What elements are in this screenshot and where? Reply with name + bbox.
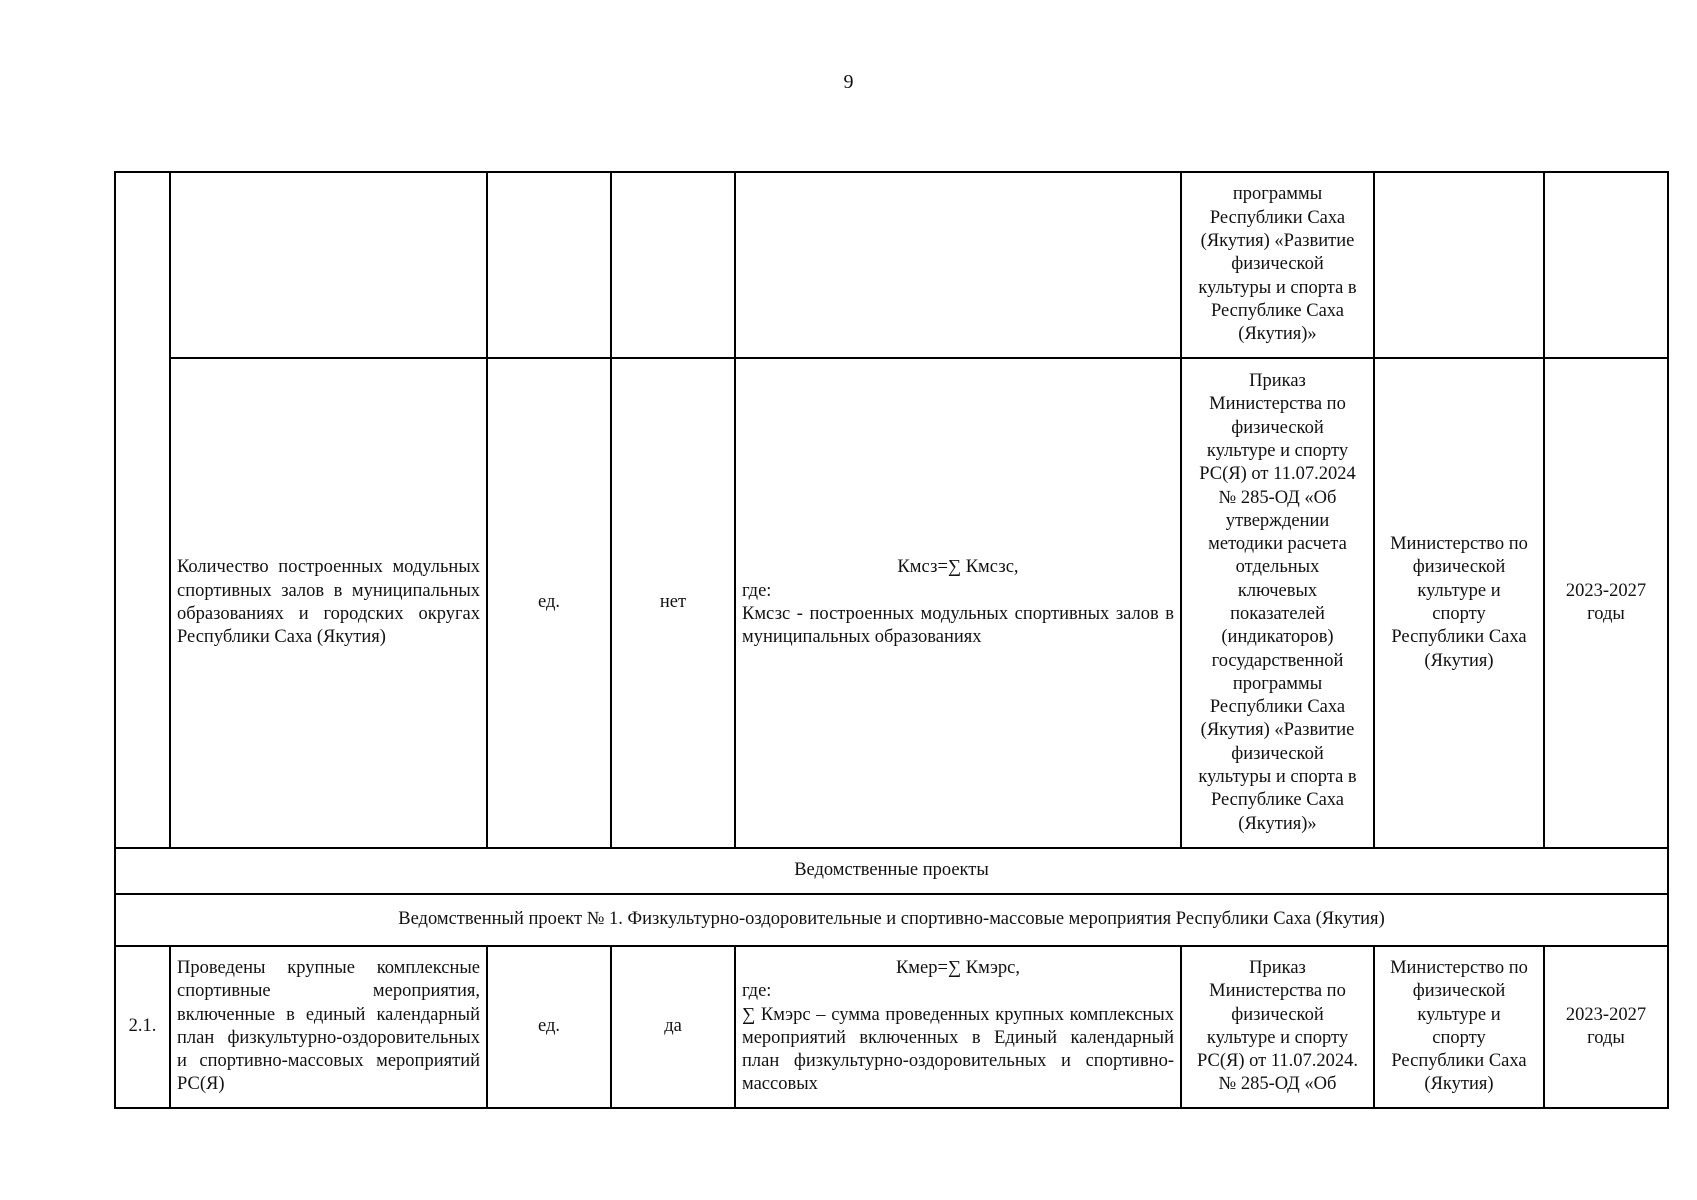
indicator-name: Количество построенных модульных спортивных залов в муниципальных образованиях и городских округах Республики Саха (Якутия) <box>170 358 487 848</box>
cell-num-merged <box>115 172 170 848</box>
table-row-modular-gyms <box>115 358 1668 848</box>
row-number: 2.1. <box>115 946 170 1108</box>
responsible-body: Министерство по физической культуре и спорту Республики Саха (Якутия) <box>1374 358 1544 848</box>
cell-unit <box>487 172 611 358</box>
unit-value: ед. <box>487 358 611 848</box>
responsible-body: Министерство по физической культуре и спорту Республики Саха (Якутия) <box>1374 946 1544 1108</box>
table-row-events <box>115 946 1668 1108</box>
project-title: Ведомственный проект № 1. Физкультурно-оздоровительные и спортивно-массовые мероприятия Республики Саха (Якутия) <box>115 894 1668 946</box>
formula-explanation: Кмсзс - построенных модульных спортивных залов в муниципальных образованиях <box>742 604 1174 648</box>
flag-value: нет <box>611 358 735 848</box>
formula: Кмсз=∑ Кмсзс, <box>897 557 1019 578</box>
indicator-name: Проведены крупные комплексные спортивные мероприятия, включенные в единый календарный план физкультурно-оздоровительных и спортивно-массовых мероприятий РС(Я) <box>170 946 487 1108</box>
table-row-project <box>115 894 1668 946</box>
cell-period <box>1544 172 1668 358</box>
cell-formula <box>735 172 1181 358</box>
page-number: 9 <box>843 71 854 93</box>
cell-name <box>170 172 487 358</box>
cell-flag <box>611 172 735 358</box>
formula-where: где: <box>742 981 772 1002</box>
cell-source: программы Республики Саха (Якутия) «Развитие физической культуры и спорта в Республике Саха (Якутия)» <box>1181 172 1374 358</box>
formula-explanation: ∑ Кмэрс – сумма проведенных крупных комплексных мероприятий включенных в Единый календарный план физкультурно-оздоровительных и спортивно-массовых <box>742 1004 1174 1095</box>
table-row-continuation <box>115 172 1668 358</box>
cell-responsible <box>1374 172 1544 358</box>
indicators-table <box>114 171 1669 1109</box>
flag-value: да <box>611 946 735 1108</box>
source-document: Приказ Министерства по физической культуре и спорту РС(Я) от 11.07.2024 № 285-ОД «Об утверждении методики расчета отдельных ключевых показателей (индикаторов) государственной программы Республики Саха (Якутия) «Развитие физической культуры и спорта в Республике Саха (Якутия)» <box>1181 358 1374 848</box>
period: 2023-2027 годы <box>1544 358 1668 848</box>
calculation-method <box>735 946 1181 1108</box>
section-title: Ведомственные проекты <box>115 848 1668 894</box>
period: 2023-2027 годы <box>1544 946 1668 1108</box>
table-row-section <box>115 848 1668 894</box>
formula-where: где: <box>742 580 772 601</box>
source-document: Приказ Министерства по физической культуре и спорту РС(Я) от 11.07.2024. № 285-ОД «Об <box>1181 946 1374 1108</box>
calculation-method <box>735 358 1181 848</box>
formula: Кмер=∑ Кмэрс, <box>895 958 1021 978</box>
unit-value: ед. <box>487 946 611 1108</box>
